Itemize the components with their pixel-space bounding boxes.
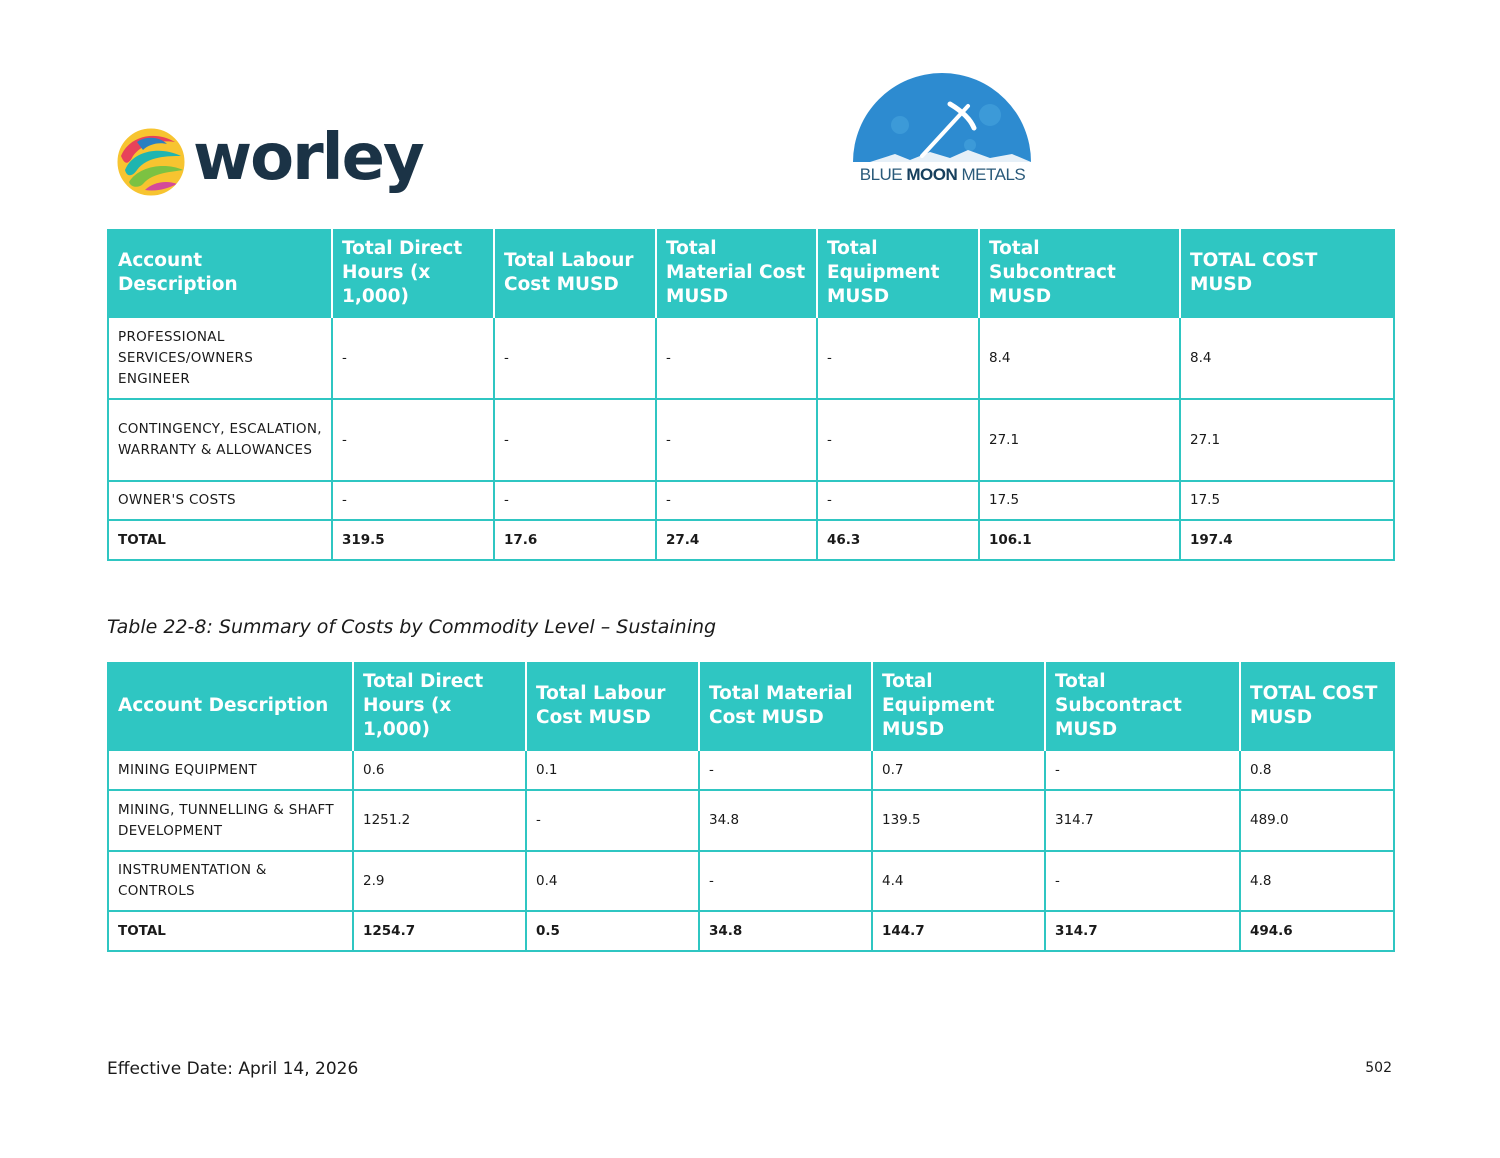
table-caption: Table 22-8: Summary of Costs by Commodity Level – Sustaining — [107, 616, 717, 638]
cell-total-value: 1254.7 — [353, 911, 526, 951]
cell-total-value: 197.4 — [1180, 520, 1394, 560]
cell-value: 17.5 — [979, 481, 1180, 520]
cell-value: 8.4 — [979, 317, 1180, 399]
table-header-row — [108, 662, 1394, 750]
table-total-row — [108, 520, 1394, 560]
cell-total-label: TOTAL — [108, 520, 332, 560]
header-labour-cost: Total Labour Cost MUSD — [526, 662, 699, 750]
header-subcontract: Total Subcontract MUSD — [1045, 662, 1240, 750]
cell-value: 4.4 — [872, 851, 1045, 911]
table-row — [108, 851, 1394, 911]
cell-value: - — [1045, 851, 1240, 911]
header-direct-hours: Total Direct Hours (x 1,000) — [332, 229, 494, 317]
cell-value: - — [817, 317, 979, 399]
cell-value: - — [1045, 750, 1240, 790]
cell-total-value: 494.6 — [1240, 911, 1394, 951]
header-account-description: Account Description — [108, 229, 332, 317]
worley-logo — [115, 121, 423, 200]
cell-value: 0.8 — [1240, 750, 1394, 790]
cell-value: 17.5 — [1180, 481, 1394, 520]
effective-date: Effective Date: April 14, 2026 — [107, 1059, 359, 1079]
blue-moon-pickaxe-icon — [850, 70, 1035, 170]
header-direct-hours: Total Direct Hours (x 1,000) — [353, 662, 526, 750]
cell-total-value: 17.6 — [494, 520, 656, 560]
worley-wordmark: worley — [193, 121, 423, 195]
cell-value: - — [656, 481, 817, 520]
cell-value: - — [332, 317, 494, 399]
cell-value: - — [494, 481, 656, 520]
cell-total-value: 34.8 — [699, 911, 872, 951]
cell-value: - — [699, 851, 872, 911]
cell-value: 489.0 — [1240, 790, 1394, 851]
cell-value: - — [332, 399, 494, 481]
table-row — [108, 790, 1394, 851]
cell-total-value: 106.1 — [979, 520, 1180, 560]
cell-description: CONTINGENCY, ESCALATION, WARRANTY & ALLOWANCES — [108, 399, 332, 481]
cell-value: 4.8 — [1240, 851, 1394, 911]
header-equipment: Total Equipment MUSD — [872, 662, 1045, 750]
header-material-cost: Total Material Cost MUSD — [699, 662, 872, 750]
cell-total-value: 319.5 — [332, 520, 494, 560]
cell-description: OWNER'S COSTS — [108, 481, 332, 520]
blue-moon-metals-wordmark: BLUE MOON METALS — [859, 165, 1026, 184]
cell-value: - — [817, 399, 979, 481]
cell-value: 27.1 — [1180, 399, 1394, 481]
header-equipment: Total Equipment MUSD — [817, 229, 979, 317]
header-labour-cost: Total Labour Cost MUSD — [494, 229, 656, 317]
worley-swirl-icon — [115, 126, 187, 198]
table-header-row — [108, 229, 1394, 317]
header-account-description: Account Description — [108, 662, 353, 750]
cell-value: - — [656, 317, 817, 399]
cell-value: 139.5 — [872, 790, 1045, 851]
table-row — [108, 399, 1394, 481]
cell-total-value: 27.4 — [656, 520, 817, 560]
cell-total-value: 314.7 — [1045, 911, 1240, 951]
cell-description: INSTRUMENTATION & CONTROLS — [108, 851, 353, 911]
table-total-row — [108, 911, 1394, 951]
table-row — [108, 750, 1394, 790]
cell-value: - — [526, 790, 699, 851]
cell-description: MINING, TUNNELLING & SHAFT DEVELOPMENT — [108, 790, 353, 851]
cell-value: - — [656, 399, 817, 481]
cell-description: PROFESSIONAL SERVICES/OWNERS ENGINEER — [108, 317, 332, 399]
page-number: 502 — [1365, 1060, 1392, 1076]
cell-total-value: 144.7 — [872, 911, 1045, 951]
cost-table-initial — [107, 229, 1395, 561]
header-total-cost: TOTAL COST MUSD — [1180, 229, 1394, 317]
cell-value: 1251.2 — [353, 790, 526, 851]
cell-value: 27.1 — [979, 399, 1180, 481]
cell-total-label: TOTAL — [108, 911, 353, 951]
header-subcontract: Total Subcontract MUSD — [979, 229, 1180, 317]
cell-value: - — [494, 317, 656, 399]
table-row — [108, 317, 1394, 399]
cell-value: 2.9 — [353, 851, 526, 911]
cell-value: 314.7 — [1045, 790, 1240, 851]
cost-table-sustaining — [107, 662, 1395, 952]
cell-value: - — [699, 750, 872, 790]
table-row — [108, 481, 1394, 520]
header-material-cost: Total Material Cost MUSD — [656, 229, 817, 317]
blue-moon-metals-logo — [850, 70, 1035, 192]
header-total-cost: TOTAL COST MUSD — [1240, 662, 1394, 750]
cell-description: MINING EQUIPMENT — [108, 750, 353, 790]
cell-value: 0.7 — [872, 750, 1045, 790]
cell-total-value: 0.5 — [526, 911, 699, 951]
cell-total-value: 46.3 — [817, 520, 979, 560]
cell-value: 34.8 — [699, 790, 872, 851]
cell-value: 0.4 — [526, 851, 699, 911]
cell-value: 8.4 — [1180, 317, 1394, 399]
cell-value: 0.6 — [353, 750, 526, 790]
cell-value: - — [332, 481, 494, 520]
cell-value: - — [817, 481, 979, 520]
cell-value: 0.1 — [526, 750, 699, 790]
cell-value: - — [494, 399, 656, 481]
